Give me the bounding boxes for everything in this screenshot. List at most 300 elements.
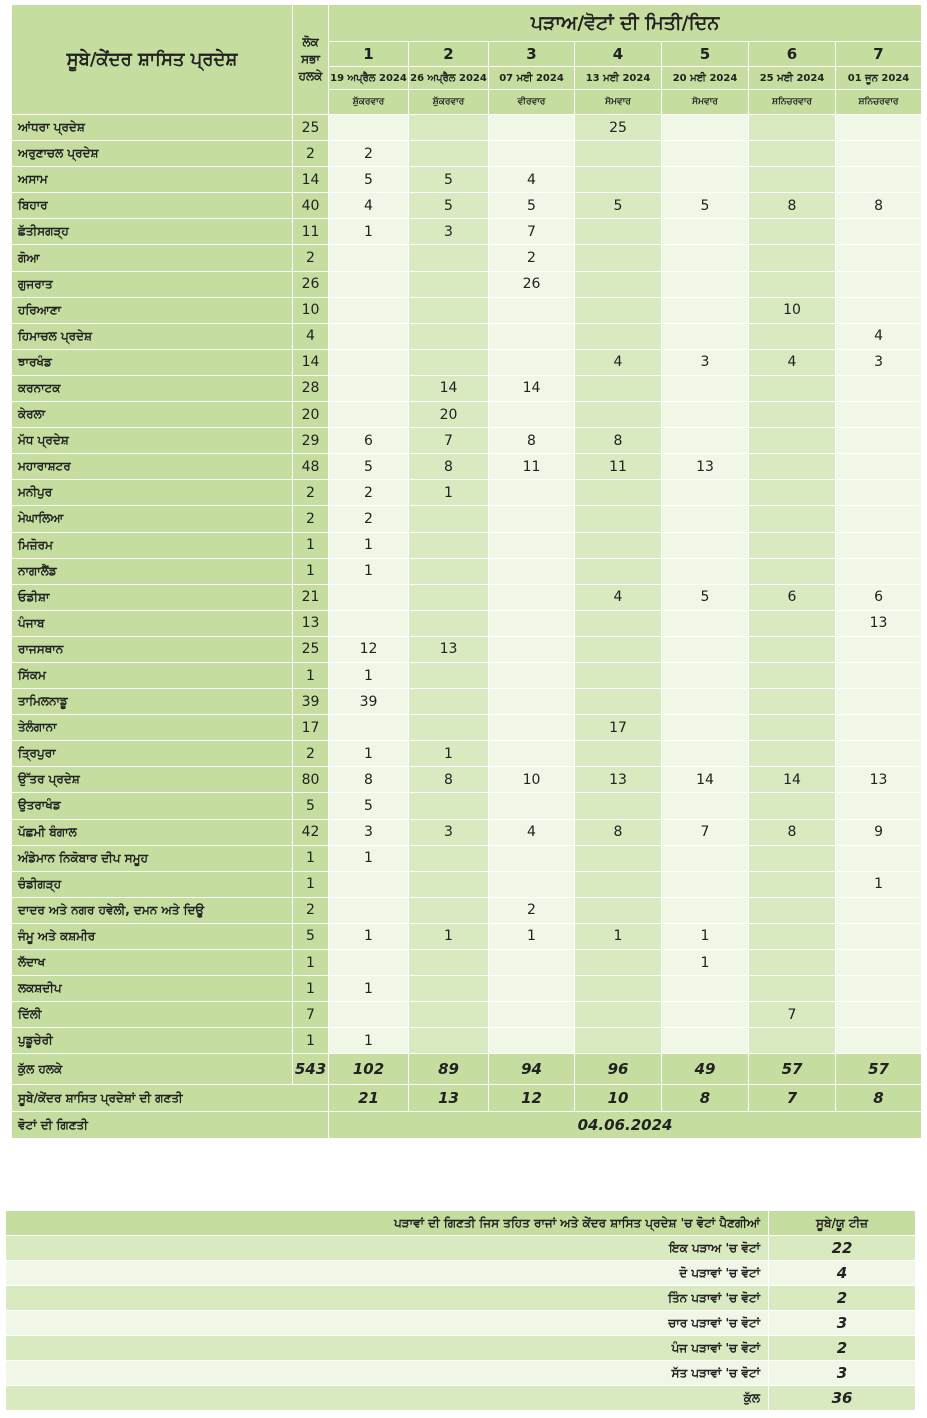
phase-seat-cell: 1 xyxy=(329,976,409,1002)
phase-seat-cell xyxy=(575,610,662,636)
phase-seat-cell xyxy=(575,219,662,245)
phase-seat-cell xyxy=(575,480,662,506)
phase-seat-cell xyxy=(749,689,836,715)
phase-seat-cell xyxy=(836,897,922,923)
phase-seat-cell: 2 xyxy=(329,506,409,532)
phase-seat-cell xyxy=(489,636,575,662)
phase-seat-cell: 13 xyxy=(575,767,662,793)
seat-count: 5 xyxy=(293,793,329,819)
phase-date: 13 ਮਈ 2024 xyxy=(575,67,662,90)
phase-seat-cell: 8 xyxy=(749,819,836,845)
phase-seat-cell xyxy=(662,480,749,506)
phase-state-count: 21 xyxy=(329,1085,409,1112)
state-name: ਬਿਹਾਰ xyxy=(12,193,293,219)
phase-seat-cell xyxy=(836,689,922,715)
phase-seat-cell xyxy=(489,349,575,375)
phase-seat-cell xyxy=(329,402,409,428)
phase-seat-cell xyxy=(329,950,409,976)
summary-label: ਕੁੱਲ xyxy=(6,1386,769,1411)
phase-seat-cell xyxy=(749,532,836,558)
phase-seat-cell xyxy=(489,793,575,819)
summary-label: ਇਕ ਪੜਾਅ 'ਚ ਵੋਟਾਂ xyxy=(6,1236,769,1261)
phase-seat-cell xyxy=(836,1028,922,1054)
summary-header-label: ਪੜਾਵਾਂ ਦੀ ਗਿਣਤੀ ਜਿਸ ਤਹਿਤ ਰਾਜਾਂ ਅਤੇ ਕੇਂਦਰ ਸ਼ਾਸਿਤ ਪ੍ਰਦੇਸ਼ 'ਚ ਵੋਟਾਂ ਪੈਣਗੀਆਂ xyxy=(6,1211,769,1236)
phase-seat-cell: 3 xyxy=(662,349,749,375)
phase-seat-cell xyxy=(409,271,489,297)
phase-number: 6 xyxy=(749,42,836,67)
phase-seat-cell xyxy=(575,845,662,871)
phase-seat-cell xyxy=(662,558,749,584)
phase-seat-cell xyxy=(749,480,836,506)
phase-seat-cell: 25 xyxy=(575,115,662,141)
phase-seat-cell xyxy=(749,845,836,871)
state-name: ਲਕਸ਼ਦੀਪ xyxy=(12,976,293,1002)
phase-seat-cell xyxy=(409,1002,489,1028)
state-name: ਹਿਮਾਚਲ ਪ੍ਰਦੇਸ਼ xyxy=(12,323,293,349)
phase-seat-cell xyxy=(662,793,749,819)
seat-count: 11 xyxy=(293,219,329,245)
state-name: ਉੱਤਰ ਪ੍ਰਦੇਸ਼ xyxy=(12,767,293,793)
phase-seat-cell xyxy=(836,375,922,401)
seat-count: 2 xyxy=(293,897,329,923)
phase-seat-cell xyxy=(575,245,662,271)
phase-seat-cell xyxy=(749,741,836,767)
phase-seat-cell xyxy=(409,976,489,1002)
phase-seat-cell xyxy=(409,715,489,741)
seat-count: 21 xyxy=(293,584,329,610)
phase-seat-cell: 5 xyxy=(329,167,409,193)
phase-seat-cell: 13 xyxy=(836,767,922,793)
phase-seat-cell xyxy=(575,532,662,558)
seat-count: 1 xyxy=(293,950,329,976)
phase-seat-cell: 5 xyxy=(329,454,409,480)
phase-seat-cell xyxy=(662,115,749,141)
counting-date: 04.06.2024 xyxy=(329,1112,922,1139)
seat-count: 1 xyxy=(293,1028,329,1054)
phase-day: ਸ਼ੁੱਕਰਵਾਰ xyxy=(409,90,489,115)
summary-label: ਚਾਰ ਪੜਾਵਾਂ 'ਚ ਵੋਟਾਂ xyxy=(6,1311,769,1336)
phase-seat-cell xyxy=(575,375,662,401)
phase-total: 49 xyxy=(662,1054,749,1085)
phase-number: 4 xyxy=(575,42,662,67)
seat-count: 25 xyxy=(293,115,329,141)
phase-seat-cell xyxy=(329,610,409,636)
phase-seat-cell: 9 xyxy=(836,819,922,845)
table-row xyxy=(12,480,922,506)
phase-seat-cell xyxy=(662,689,749,715)
phase-number: 7 xyxy=(836,42,922,67)
phase-seat-cell xyxy=(409,897,489,923)
summary-value: 2 xyxy=(769,1286,916,1311)
states-column-header: ਸੂਬੇ/ਕੇਂਦਰ ਸ਼ਾਸਿਤ ਪ੍ਰਦੇਸ਼ xyxy=(12,5,293,115)
phase-seat-cell xyxy=(409,532,489,558)
phase-seat-cell: 7 xyxy=(749,1002,836,1028)
phase-seat-cell xyxy=(749,1028,836,1054)
table-row xyxy=(12,245,922,271)
state-name: ਅਰੁਣਾਚਲ ਪ੍ਰਦੇਸ਼ xyxy=(12,141,293,167)
phase-seat-cell xyxy=(409,689,489,715)
seat-count: 2 xyxy=(293,245,329,271)
phase-seat-cell: 8 xyxy=(575,819,662,845)
seat-count: 2 xyxy=(293,506,329,532)
phase-day: ਸੋਮਵਾਰ xyxy=(662,90,749,115)
phase-total: 94 xyxy=(489,1054,575,1085)
state-name: ਹਰਿਆਣਾ xyxy=(12,297,293,323)
table-row xyxy=(12,1028,922,1054)
phase-seat-cell xyxy=(575,741,662,767)
phase-seat-cell xyxy=(836,167,922,193)
phase-seat-cell: 3 xyxy=(409,219,489,245)
table-row xyxy=(12,375,922,401)
phase-seat-cell xyxy=(489,976,575,1002)
phase-seat-cell xyxy=(409,349,489,375)
phase-seat-cell: 3 xyxy=(836,349,922,375)
phase-seat-cell: 2 xyxy=(489,897,575,923)
phase-seat-cell xyxy=(749,715,836,741)
state-name: ਮੇਘਾਲਿਆ xyxy=(12,506,293,532)
summary-row xyxy=(6,1261,916,1286)
phase-seat-cell: 20 xyxy=(409,402,489,428)
summary-label: ਦੋ ਪੜਾਵਾਂ 'ਚ ਵੋਟਾਂ xyxy=(6,1261,769,1286)
phase-seat-cell xyxy=(575,689,662,715)
totals-label: ਕੁੱਲ ਹਲਕੇ xyxy=(12,1054,293,1085)
phase-seat-cell: 14 xyxy=(489,375,575,401)
state-name: ਮੱਧ ਪ੍ਰਦੇਸ਼ xyxy=(12,428,293,454)
phase-seat-cell xyxy=(575,323,662,349)
table-row xyxy=(12,845,922,871)
table-row xyxy=(12,950,922,976)
phase-seat-cell xyxy=(749,245,836,271)
table-row xyxy=(12,506,922,532)
phase-seat-cell: 8 xyxy=(409,767,489,793)
seat-count: 25 xyxy=(293,636,329,662)
phase-seat-cell xyxy=(662,532,749,558)
table-row xyxy=(12,636,922,662)
phase-seat-cell xyxy=(489,689,575,715)
phase-state-count: 10 xyxy=(575,1085,662,1112)
state-name: ਚੰਡੀਗੜ੍ਹ xyxy=(12,871,293,897)
phase-seat-cell xyxy=(662,741,749,767)
phase-day: ਸ਼ਨਿਚਰਵਾਰ xyxy=(749,90,836,115)
phase-seat-cell: 14 xyxy=(662,767,749,793)
phase-seat-cell xyxy=(836,976,922,1002)
phase-seat-cell xyxy=(329,715,409,741)
phase-total: 57 xyxy=(836,1054,922,1085)
phase-seat-cell xyxy=(836,506,922,532)
state-name: ਉਤਰਾਖੰਡ xyxy=(12,793,293,819)
phase-seat-cell xyxy=(575,793,662,819)
table-row xyxy=(12,689,922,715)
phase-seat-cell xyxy=(575,976,662,1002)
phase-seat-cell xyxy=(662,375,749,401)
state-name: ਆਂਧਰਾ ਪ੍ਰਦੇਸ਼ xyxy=(12,115,293,141)
summary-value: 3 xyxy=(769,1361,916,1386)
phase-seat-cell xyxy=(836,715,922,741)
phase-seat-cell: 1 xyxy=(329,662,409,688)
phase-seat-cell xyxy=(836,558,922,584)
phase-seat-cell: 10 xyxy=(489,767,575,793)
phase-seat-cell xyxy=(662,897,749,923)
table-row xyxy=(12,767,922,793)
phase-seat-cell xyxy=(836,219,922,245)
phase-seat-cell xyxy=(749,271,836,297)
seat-count: 1 xyxy=(293,871,329,897)
phase-seat-cell xyxy=(749,402,836,428)
phase-seat-cell xyxy=(489,950,575,976)
phase-seat-cell: 7 xyxy=(662,819,749,845)
phase-seat-cell xyxy=(662,271,749,297)
table-row xyxy=(12,193,922,219)
phase-seat-cell: 8 xyxy=(489,428,575,454)
seat-count: 14 xyxy=(293,349,329,375)
phase-seat-cell xyxy=(662,245,749,271)
phase-day: ਸੋਮਵਾਰ xyxy=(575,90,662,115)
phase-seat-cell xyxy=(329,584,409,610)
phase-seat-cell xyxy=(329,349,409,375)
phase-seat-cell xyxy=(329,375,409,401)
phase-seat-cell xyxy=(489,115,575,141)
table-row xyxy=(12,167,922,193)
state-name: ਨਾਗਾਲੈਂਡ xyxy=(12,558,293,584)
phase-seat-cell: 1 xyxy=(329,741,409,767)
table-row xyxy=(12,871,922,897)
phase-seat-cell xyxy=(836,793,922,819)
table-row xyxy=(12,141,922,167)
phase-seat-cell: 8 xyxy=(836,193,922,219)
phase-seat-cell xyxy=(662,219,749,245)
table-row xyxy=(12,532,922,558)
phase-seat-cell xyxy=(749,428,836,454)
phase-seat-cell xyxy=(836,141,922,167)
phase-seat-cell: 5 xyxy=(489,193,575,219)
summary-value: 22 xyxy=(769,1236,916,1261)
phase-seat-cell: 1 xyxy=(409,480,489,506)
phase-seat-cell: 39 xyxy=(329,689,409,715)
table-row xyxy=(12,271,922,297)
phase-seat-cell xyxy=(489,871,575,897)
phase-seat-cell: 8 xyxy=(749,193,836,219)
seat-count: 28 xyxy=(293,375,329,401)
phase-seat-cell xyxy=(836,402,922,428)
phase-seat-cell: 6 xyxy=(749,584,836,610)
phase-seat-cell xyxy=(489,1028,575,1054)
phase-seat-cell: 8 xyxy=(575,428,662,454)
phase-seat-cell xyxy=(489,1002,575,1028)
phase-seat-cell: 8 xyxy=(409,454,489,480)
phase-seat-cell: 5 xyxy=(329,793,409,819)
phase-seat-cell: 1 xyxy=(329,558,409,584)
phase-seat-cell xyxy=(409,141,489,167)
summary-row xyxy=(6,1286,916,1311)
phase-seat-cell xyxy=(662,323,749,349)
seat-count: 2 xyxy=(293,741,329,767)
summary-label: ਪੰਜ ਪੜਾਵਾਂ 'ਚ ਵੋਟਾਂ xyxy=(6,1336,769,1361)
seat-count: 1 xyxy=(293,976,329,1002)
phase-seat-cell xyxy=(749,793,836,819)
phase-seat-cell xyxy=(489,662,575,688)
phase-seat-cell xyxy=(409,950,489,976)
phase-seat-cell xyxy=(575,297,662,323)
phase-seat-cell xyxy=(836,636,922,662)
phase-seat-cell: 2 xyxy=(489,245,575,271)
state-name: ਤਾਮਿਲਨਾਡੂ xyxy=(12,689,293,715)
phase-seat-cell xyxy=(662,871,749,897)
phase-seat-cell xyxy=(749,454,836,480)
phase-day: ਸ਼ੁੱਕਰਵਾਰ xyxy=(329,90,409,115)
phase-seat-cell xyxy=(836,923,922,949)
phase-seat-cell xyxy=(329,897,409,923)
phase-seat-cell: 26 xyxy=(489,271,575,297)
seat-count: 39 xyxy=(293,689,329,715)
phase-seat-cell xyxy=(749,610,836,636)
seat-count: 48 xyxy=(293,454,329,480)
phase-seat-cell: 14 xyxy=(409,375,489,401)
counting-label: ਵੋਟਾਂ ਦੀ ਗਿਣਤੀ xyxy=(12,1112,329,1139)
phase-state-count: 8 xyxy=(662,1085,749,1112)
phase-seat-cell xyxy=(662,297,749,323)
phase-seat-cell: 5 xyxy=(409,193,489,219)
phase-seat-cell xyxy=(662,1002,749,1028)
state-name: ਝਾਰਖੰਡ xyxy=(12,349,293,375)
seat-count: 1 xyxy=(293,558,329,584)
seat-count: 26 xyxy=(293,271,329,297)
phase-seat-cell xyxy=(575,167,662,193)
phase-seat-cell xyxy=(489,584,575,610)
phase-seat-cell: 1 xyxy=(662,950,749,976)
phase-seat-cell xyxy=(489,323,575,349)
phase-seat-cell xyxy=(329,871,409,897)
phase-seat-cell xyxy=(749,167,836,193)
state-name: ਸਿੱਕਮ xyxy=(12,662,293,688)
state-count-row xyxy=(12,1085,922,1112)
state-name: ਤ੍ਰਿਪੁਰਾ xyxy=(12,741,293,767)
phase-seat-cell: 1 xyxy=(329,923,409,949)
phase-seat-cell: 1 xyxy=(409,741,489,767)
phase-seat-cell xyxy=(662,167,749,193)
phase-seat-cell: 1 xyxy=(836,871,922,897)
summary-value: 3 xyxy=(769,1311,916,1336)
phase-seat-cell xyxy=(836,1002,922,1028)
state-name: ਪੱਛਮੀ ਬੰਗਾਲ xyxy=(12,819,293,845)
phase-seat-cell xyxy=(662,428,749,454)
phase-seat-cell xyxy=(836,245,922,271)
phase-seat-cell xyxy=(575,636,662,662)
phase-seat-cell xyxy=(409,323,489,349)
phase-summary-table xyxy=(5,1210,916,1411)
phase-seat-cell xyxy=(489,297,575,323)
phase-seat-cell: 1 xyxy=(409,923,489,949)
phase-seat-cell: 17 xyxy=(575,715,662,741)
phase-day: ਸ਼ਨਿਚਰਵਾਰ xyxy=(836,90,922,115)
state-count-label: ਸੂਬੇ/ਕੇਂਦਰ ਸ਼ਾਸਿਤ ਪ੍ਰਦੇਸ਼ਾਂ ਦੀ ਗਣਤੀ xyxy=(12,1085,329,1112)
phase-state-count: 8 xyxy=(836,1085,922,1112)
phase-seat-cell xyxy=(489,506,575,532)
totals-row xyxy=(12,1054,922,1085)
phase-date: 25 ਮਈ 2024 xyxy=(749,67,836,90)
table-row xyxy=(12,662,922,688)
phase-seat-cell xyxy=(662,636,749,662)
table-row xyxy=(12,428,922,454)
phase-seat-cell: 4 xyxy=(329,193,409,219)
phase-seat-cell: 2 xyxy=(329,480,409,506)
phase-seat-cell xyxy=(489,610,575,636)
table-row xyxy=(12,793,922,819)
phase-seat-cell xyxy=(836,950,922,976)
phase-seat-cell xyxy=(575,506,662,532)
phase-seat-cell xyxy=(489,480,575,506)
phase-seat-cell: 1 xyxy=(329,219,409,245)
phase-seat-cell: 5 xyxy=(662,584,749,610)
phase-seat-cell: 13 xyxy=(662,454,749,480)
phase-seat-cell: 13 xyxy=(836,610,922,636)
phase-seat-cell: 6 xyxy=(836,584,922,610)
phase-seat-cell xyxy=(749,219,836,245)
table-row xyxy=(12,454,922,480)
phase-date: 20 ਮਈ 2024 xyxy=(662,67,749,90)
state-name: ਮਹਾਰਾਸ਼ਟਰ xyxy=(12,454,293,480)
phase-seat-cell xyxy=(329,297,409,323)
phase-seat-cell: 4 xyxy=(575,349,662,375)
table-row xyxy=(12,819,922,845)
seat-count: 29 xyxy=(293,428,329,454)
summary-label: ਸੱਤ ਪੜਾਵਾਂ 'ਚ ਵੋਟਾਂ xyxy=(6,1361,769,1386)
phase-seat-cell xyxy=(836,532,922,558)
phase-seat-cell xyxy=(836,428,922,454)
state-name: ਗੋਆ xyxy=(12,245,293,271)
phase-seat-cell xyxy=(409,662,489,688)
state-name: ਰਾਜਸਥਾਨ xyxy=(12,636,293,662)
phase-seat-cell: 1 xyxy=(662,923,749,949)
phase-seat-cell: 13 xyxy=(409,636,489,662)
phase-total: 102 xyxy=(329,1054,409,1085)
summary-value: 36 xyxy=(769,1386,916,1411)
table-row xyxy=(12,1002,922,1028)
table-row xyxy=(12,897,922,923)
phase-seat-cell xyxy=(409,871,489,897)
phase-seat-cell xyxy=(749,115,836,141)
phase-seat-cell xyxy=(749,636,836,662)
phase-seat-cell xyxy=(575,402,662,428)
phase-seat-cell xyxy=(749,323,836,349)
summary-row xyxy=(6,1386,916,1411)
phase-seat-cell: 4 xyxy=(836,323,922,349)
state-name: ਗੁਜਰਾਤ xyxy=(12,271,293,297)
phase-seat-cell xyxy=(329,115,409,141)
phase-seat-cell xyxy=(836,741,922,767)
phase-state-count: 13 xyxy=(409,1085,489,1112)
summary-label: ਤਿੰਨ ਪੜਾਵਾਂ 'ਚ ਵੋਟਾਂ xyxy=(6,1286,769,1311)
state-name: ਓਡੀਸ਼ਾ xyxy=(12,584,293,610)
phase-seat-cell: 5 xyxy=(409,167,489,193)
phase-seat-cell xyxy=(409,584,489,610)
phase-seat-cell xyxy=(575,897,662,923)
phase-seat-cell xyxy=(836,845,922,871)
seat-count: 17 xyxy=(293,715,329,741)
phase-seat-cell: 7 xyxy=(409,428,489,454)
phase-seat-cell xyxy=(409,845,489,871)
election-schedule-table xyxy=(11,4,922,1139)
counting-row xyxy=(12,1112,922,1139)
phase-seat-cell: 8 xyxy=(329,767,409,793)
phase-seat-cell xyxy=(489,741,575,767)
phase-seat-cell xyxy=(409,115,489,141)
table-row xyxy=(12,976,922,1002)
seat-count: 13 xyxy=(293,610,329,636)
phase-date: 26 ਅਪ੍ਰੈਲ 2024 xyxy=(409,67,489,90)
summary-row xyxy=(6,1361,916,1386)
phase-seat-cell: 3 xyxy=(409,819,489,845)
phase-seat-cell xyxy=(489,402,575,428)
